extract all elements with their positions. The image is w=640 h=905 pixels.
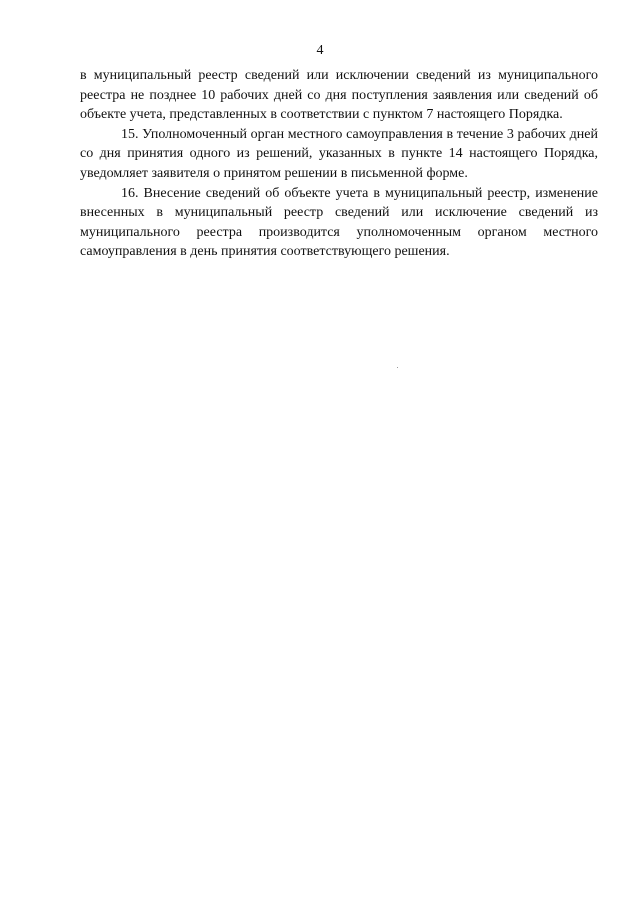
page-number: 4	[316, 43, 324, 58]
scan-speck	[397, 367, 398, 368]
document-body	[80, 66, 598, 262]
paragraph-continuation: в муниципальный реестр сведений или исключении сведений из муниципального реестра не позднее 10 рабочих дней со дня поступления заявления или сведений об объекте учета, представленных в соответствии с пунктом 7 настоящего Порядка.	[80, 68, 598, 123]
paragraph-item-16: 16. Внесение сведений об объекте учета в муниципальный реестр, изменение внесенных в муниципальный реестр сведений или исключение сведений из муниципального реестра производится уполномоченным органом местного самоуправления в день принятия соответствующего решения.	[80, 185, 598, 260]
paragraph-item-15: 15. Уполномоченный орган местного самоуправления в течение 3 рабочих дней со дня принятия одного из решений, указанных в пункте 14 настоящего Порядка, уведомляет заявителя о принятом решении в письменной форме.	[80, 126, 598, 181]
